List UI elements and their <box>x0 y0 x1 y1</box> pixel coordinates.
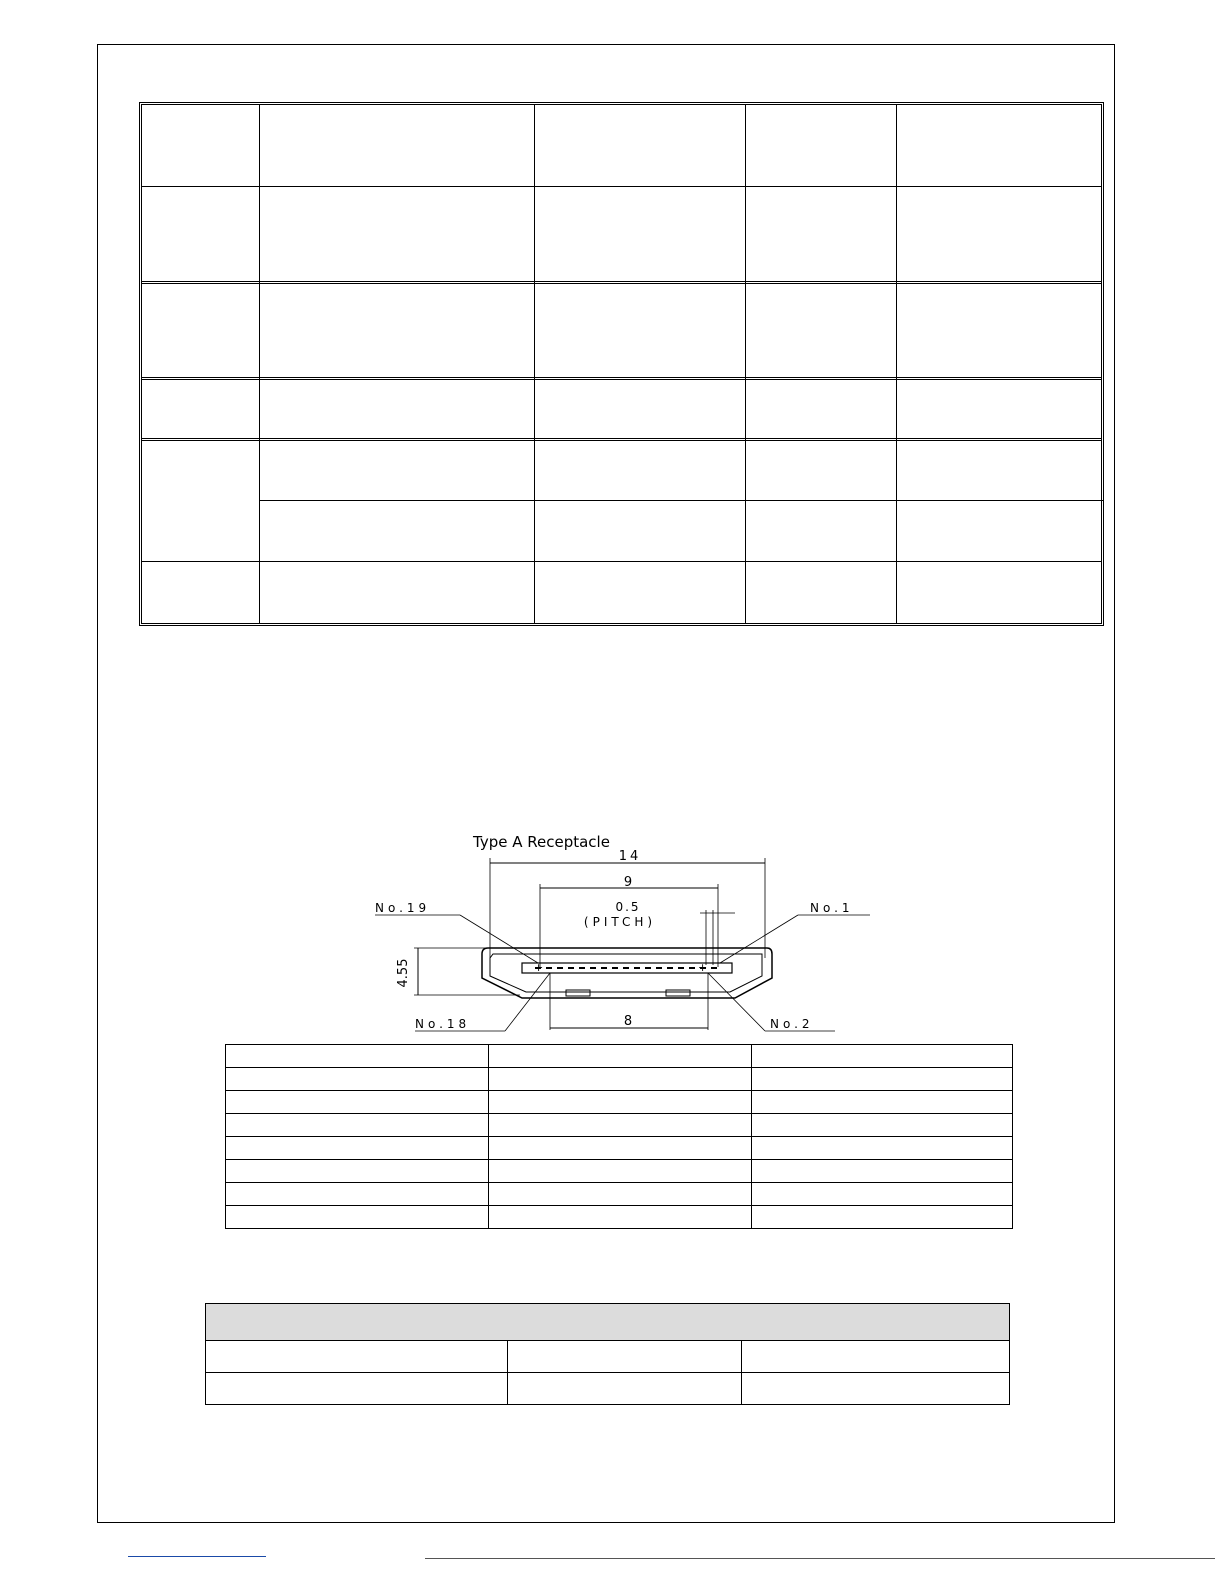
svg-text:+: + <box>534 961 544 974</box>
pin-row-divider <box>226 1113 1012 1114</box>
spec-col-divider <box>896 105 897 623</box>
dim-pitch-label: (PITCH) <box>583 915 657 929</box>
drawing-title: Type A Receptacle <box>473 833 610 851</box>
dim-overall: 14 <box>618 849 642 864</box>
pin-1-label: No.1 <box>810 901 854 915</box>
spec-col-divider <box>745 105 746 623</box>
spec-row-divider <box>142 377 1101 380</box>
dim-lower-span: 8 <box>623 1014 633 1029</box>
pin-row-divider <box>226 1159 1012 1160</box>
bottom-table <box>205 1303 1010 1405</box>
spec-row-divider <box>142 281 1101 284</box>
svg-text:+: + <box>698 961 708 974</box>
pin-table <box>225 1044 1013 1229</box>
spec-table <box>139 102 1104 626</box>
bottom-col-divider <box>741 1341 742 1405</box>
spec-row-divider <box>142 186 1101 187</box>
spec-col-divider <box>259 105 260 623</box>
pin-19-label: No.19 <box>375 901 431 915</box>
pin-2-label: No.2 <box>770 1017 814 1031</box>
bottom-row-divider <box>206 1372 1009 1373</box>
footer-rule <box>425 1558 1215 1559</box>
spec-row-divider <box>259 500 1104 501</box>
spec-row-divider <box>142 561 1101 562</box>
dim-height: 4.55 <box>396 958 411 988</box>
pin-row-divider <box>226 1182 1012 1183</box>
pin-row-divider <box>226 1136 1012 1137</box>
dim-pin-span: 9 <box>623 875 633 890</box>
bottom-col-divider <box>507 1341 508 1405</box>
pin-row-divider <box>226 1067 1012 1068</box>
dim-pitch: 0.5 <box>615 900 641 914</box>
pin-18-label: No.18 <box>415 1017 471 1031</box>
connector-drawing <box>330 830 900 1035</box>
pin-row-divider <box>226 1205 1012 1206</box>
footer-link-underline <box>128 1556 266 1557</box>
pin-row-divider <box>226 1090 1012 1091</box>
spec-col-divider <box>534 105 535 623</box>
spec-row-divider <box>142 438 1101 441</box>
bottom-table-header <box>206 1304 1009 1341</box>
